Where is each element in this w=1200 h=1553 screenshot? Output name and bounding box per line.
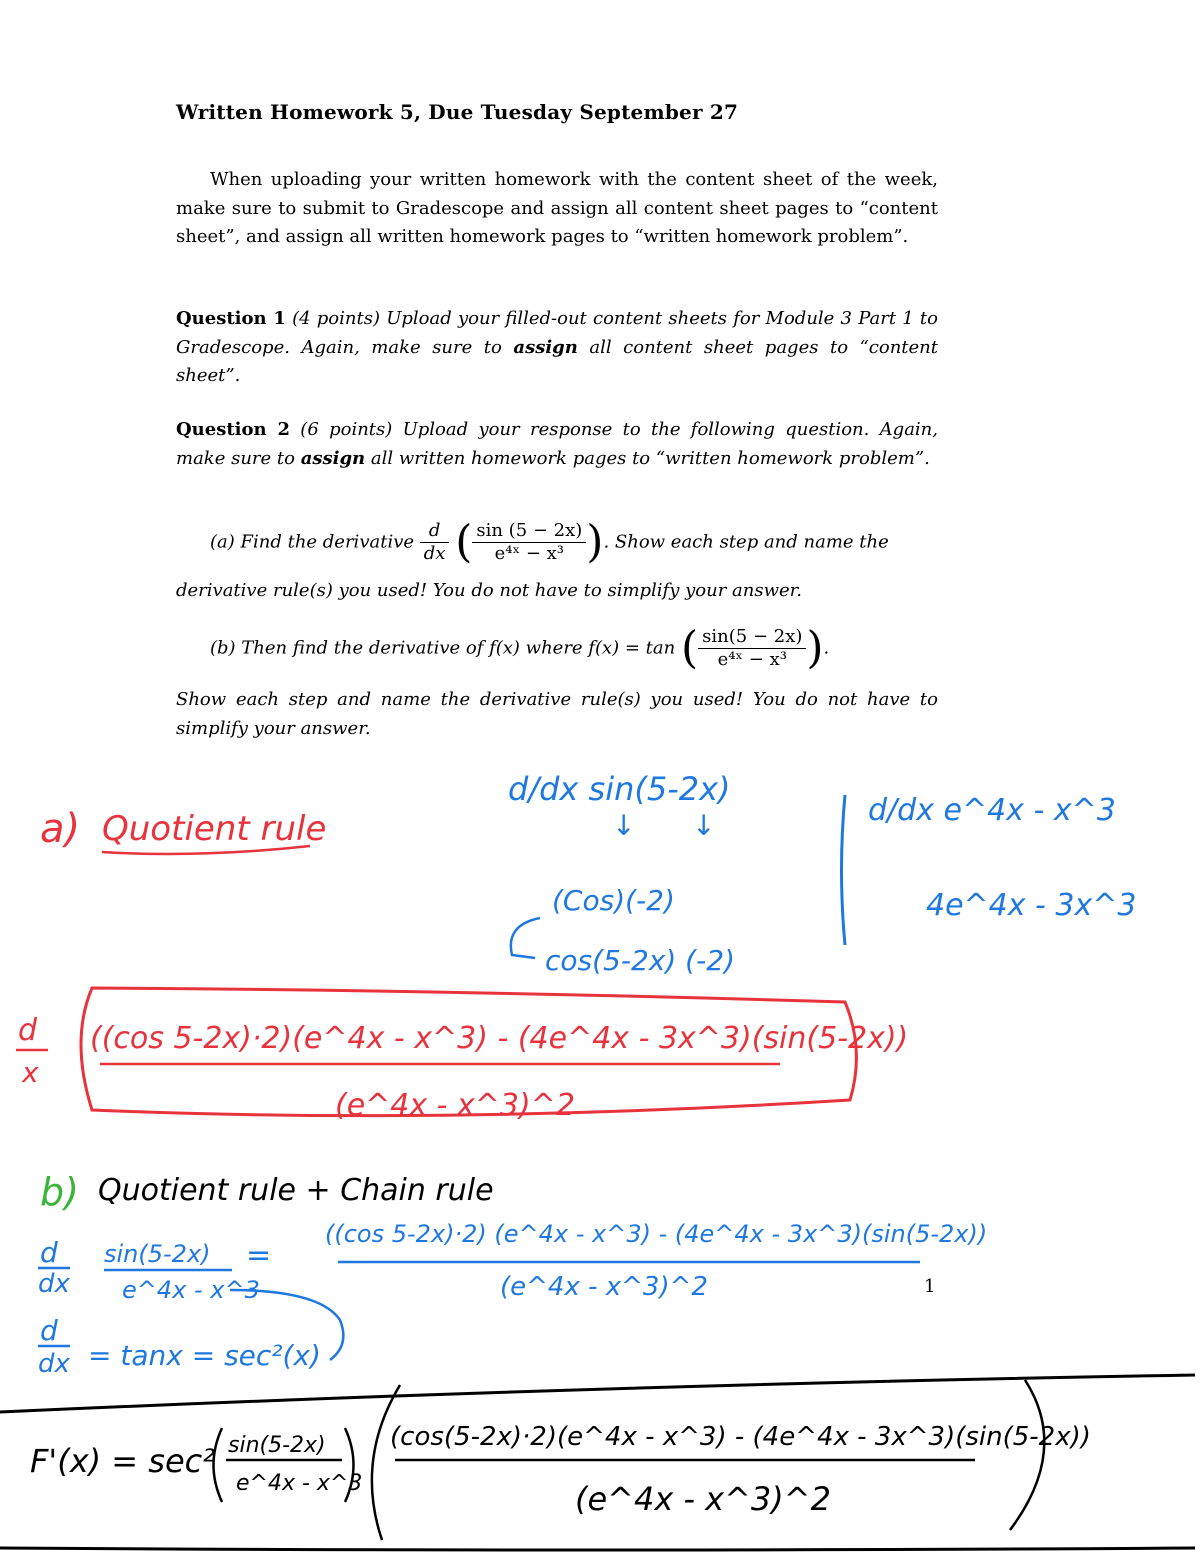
final-rhs-num: (cos(5-2x)·2)(e^4x - x^3) - (4e^4x - 3x^3)(sin(5-2x)) [390, 1422, 1091, 1452]
deriv-den: dx [423, 543, 446, 564]
final-lhs: F'(x) = sec² [30, 1442, 216, 1480]
question-1-text-before: Upload your filled-out content sheets for Module 3 Part 1 to Gradescope. Again, make sure to [176, 308, 938, 358]
right-paren: ) [806, 622, 824, 674]
denom-deriv-result: 4e^4x - 3x^3 [926, 888, 1137, 923]
a-rule: Quotient rule [102, 809, 327, 849]
b-rule: Quotient rule + Chain rule [98, 1173, 494, 1208]
question-1-emph: assign [513, 336, 578, 358]
sin-deriv-top: d/dx sin(5-2x) [508, 770, 731, 808]
divider-line [842, 795, 846, 945]
part-a-den: e⁴ˣ − x³ [494, 543, 565, 564]
deriv-num: d [420, 520, 450, 543]
final-box-top [0, 1375, 1195, 1412]
question-2-emph: assign [300, 447, 366, 469]
step-arrow [511, 918, 540, 958]
final-rhs-lparen [372, 1385, 400, 1540]
sin-deriv-step2: cos(5-2x) (-2) [545, 944, 735, 977]
final-rhs-rparen [1010, 1380, 1044, 1530]
intro-text: When uploading your written homework with the content sheet of the week, make sure to submit to Gradescope and assign all content sheet pages to “content sheet”, and assign all written homework pages to “written homework problem”. [176, 169, 938, 247]
b-dx: dx [38, 1269, 70, 1299]
final-mid-num: sin(5-2x) [228, 1433, 326, 1458]
a-answer-den: (e^4x - x^3)^2 [335, 1088, 575, 1123]
part-b-rest: Show each step and name the derivative rule(s) you used! You do not have to simplify your answer. [176, 689, 938, 739]
a-label: a) [40, 806, 81, 852]
left-paren: ( [455, 516, 473, 568]
question-2-text-after: all written homework pages to “written homework problem”. [370, 447, 930, 469]
b-d2: d [40, 1314, 58, 1347]
question-1-points: (4 points) [292, 308, 380, 329]
a-answer-num: ((cos 5-2x)·2)(e^4x - x^3) - (4e^4x - 3x^3)(sin(5-2x)) [90, 1021, 909, 1056]
page-number: 1 [924, 1276, 936, 1297]
final-mid-den: e^4x - x^3 [236, 1471, 363, 1496]
page-title: Written Homework 5, Due Tuesday September 27 [176, 100, 739, 124]
question-2-text-before: Upload your response to the following question. Again, make sure to [176, 419, 938, 469]
left-paren: ( [680, 622, 699, 674]
sin-deriv-step1: (Cos)(-2) [552, 884, 675, 917]
b-tan-line: = tanx = sec²(x) [88, 1339, 321, 1372]
b-inner-num: sin(5-2x) [104, 1240, 211, 1268]
dx-label: d [18, 1013, 38, 1048]
b-inner-den: e^4x - x^3 [122, 1276, 260, 1304]
right-paren: ) [586, 516, 604, 568]
question-2-points: (6 points) [300, 419, 393, 440]
final-rhs-den: (e^4x - x^3)^2 [575, 1480, 831, 1518]
part-a-rest2: derivative rule(s) you used! You do not have to simplify your answer. [176, 580, 803, 601]
part-a-label: (a) Find the derivative [210, 531, 415, 553]
question-2-heading: Question 2 [176, 419, 290, 440]
part-b: (b) Then find the derivative of f(x) where f(x) = tan ( $\frac{\sin(5 - 2x)}{\text{e⁴ˣ − x³}}$ ). [210, 622, 830, 674]
question-1-heading: Question 1 [176, 308, 286, 329]
arrow-1: ↓ [612, 809, 636, 842]
final-box-bottom [0, 1548, 1195, 1550]
part-a-num: sin (5 − 2x) [472, 520, 586, 543]
b-d: d [40, 1236, 58, 1269]
part-b-num: sin(5 − 2x) [698, 626, 806, 649]
denom-deriv-top: d/dx e^4x - x^3 [868, 793, 1116, 828]
dx-x: x [22, 1056, 39, 1089]
arrow-2: ↓ [692, 809, 716, 842]
b-inner-result-den: (e^4x - x^3)^2 [500, 1272, 708, 1302]
question-1-text-after: all content sheet pages to “content sheet”. [176, 336, 938, 386]
equals-sign: = [246, 1238, 272, 1273]
b-label: b) [40, 1170, 79, 1214]
b-dx2: dx [38, 1349, 70, 1379]
part-b-den: e⁴ˣ − x³ [717, 649, 787, 670]
b-inner-result-num: ((cos 5-2x)·2) (e^4x - x^3) - (4e^4x - 3x^3)(sin(5-2x)) [325, 1220, 988, 1248]
part-b-label: (b) Then find the derivative of f(x) where f(x) = tan [210, 637, 676, 659]
part-a-rest1: . Show each step and name the [603, 531, 889, 553]
